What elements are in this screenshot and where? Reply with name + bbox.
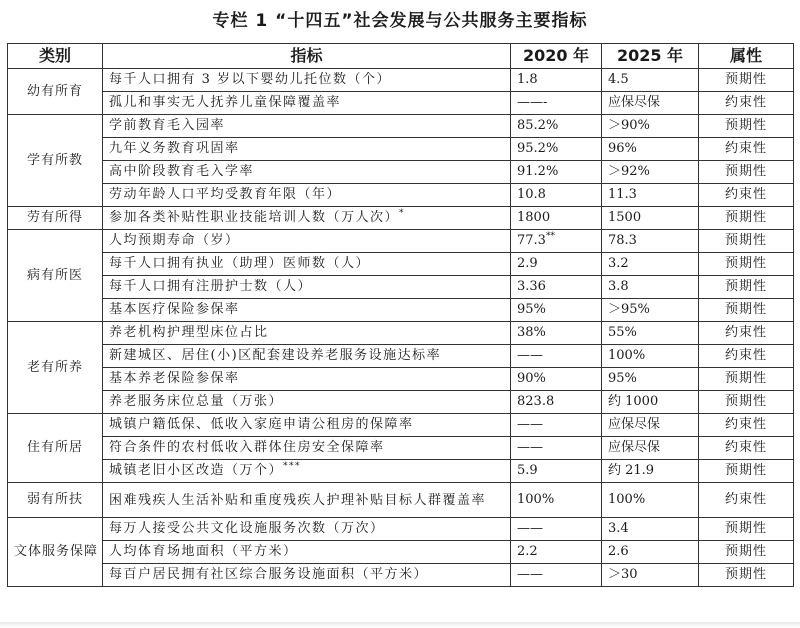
attribute-cell: 约束性 (699, 322, 794, 345)
value-2025: 应保尽保 (602, 414, 699, 437)
value-2025: 100% (602, 483, 699, 518)
value-2025: 95% (602, 368, 699, 391)
value-2025: 1500 (602, 207, 699, 230)
category-cell: 幼有所育 (8, 69, 103, 115)
indicator-text: 高中阶段教育毛入学率 (109, 164, 255, 179)
value-2020: 38% (517, 325, 546, 340)
value-2025: 应保尽保 (602, 92, 699, 115)
value-2020: 1.8 (517, 72, 538, 87)
value-2020: 95% (517, 302, 546, 317)
indicator-cell (103, 322, 511, 345)
value-2025: 3.4 (602, 518, 699, 541)
indicator-text: 参加各类补贴性职业技能培训人数（万人次） (109, 210, 400, 225)
indicator-text: 新建城区、居住(小)区配套建设养老服务设施达标率 (109, 348, 442, 363)
value-2025: 11.3 (602, 184, 699, 207)
indicator-text: 每万人接受公共文化设施服务次数（万次） (109, 521, 385, 536)
table-row (8, 345, 794, 368)
attribute-cell: 预期性 (699, 299, 794, 322)
value-2020: —— (517, 417, 543, 432)
table-row (8, 115, 794, 138)
indicator-text: 城镇户籍低保、低收入家庭申请公租房的保障率 (109, 417, 414, 432)
indicator-cell (103, 161, 511, 184)
header-2020: 2020 年 (511, 44, 602, 69)
table-row (8, 207, 794, 230)
indicator-cell (103, 414, 511, 437)
indicator-text: 人均体育场地面积（平方米） (109, 544, 298, 559)
value-2025: ＞92% (602, 161, 699, 184)
attribute-cell: 预期性 (699, 253, 794, 276)
value-2025: 应保尽保 (602, 437, 699, 460)
value-2025: ＞30 (602, 564, 699, 587)
attribute-cell: 预期性 (699, 518, 794, 541)
table-row (8, 460, 794, 483)
indicator-cell (103, 564, 511, 587)
value-2020: —— (517, 440, 543, 455)
value-2020: 2.2 (517, 544, 538, 559)
footnote-mark: * (399, 208, 406, 219)
value-2020-cell (511, 92, 602, 115)
indicator-text: 符合条件的农村低收入群体住房安全保障率 (109, 440, 385, 455)
value-2025: 3.8 (602, 276, 699, 299)
value-2020-cell (511, 161, 602, 184)
table-row (8, 483, 794, 518)
attribute-cell: 约束性 (699, 92, 794, 115)
header-indicator: 指标 (103, 44, 511, 69)
page-bottom-edge (0, 622, 800, 628)
indicator-cell (103, 368, 511, 391)
indicator-text: 每百户居民拥有社区综合服务设施面积（平方米） (109, 567, 429, 582)
value-2025: 55% (602, 322, 699, 345)
table-row (8, 161, 794, 184)
indicator-cell (103, 460, 511, 483)
indicator-text: 九年义务教育巩固率 (109, 141, 240, 156)
value-2025: ＞90% (602, 115, 699, 138)
value-2020: ——- (517, 95, 548, 110)
value-2025: ＞95% (602, 299, 699, 322)
value-2020: 100% (517, 492, 555, 507)
value-2020: 5.9 (517, 463, 538, 478)
value-2025: 78.3 (602, 230, 699, 253)
category-cell: 老有所养 (8, 322, 103, 414)
value-2020-cell (511, 541, 602, 564)
attribute-cell: 预期性 (699, 564, 794, 587)
indicator-text: 每千人口拥有 3 岁以下婴幼儿托位数（个） (109, 72, 392, 87)
value-2020: 95.2% (517, 141, 559, 156)
indicator-text: 人均预期寿命（岁） (109, 233, 240, 248)
table-row (8, 414, 794, 437)
attribute-cell: 预期性 (699, 541, 794, 564)
footnote-mark: *** (283, 461, 302, 472)
indicator-cell (103, 207, 511, 230)
value-2020-cell (511, 483, 602, 518)
table-row (8, 299, 794, 322)
attribute-cell: 约束性 (699, 345, 794, 368)
value-2020: —— (517, 567, 543, 582)
value-2020: —— (517, 521, 543, 536)
indicator-cell (103, 437, 511, 460)
indicator-cell (103, 253, 511, 276)
attribute-cell: 约束性 (699, 414, 794, 437)
indicators-table (7, 43, 794, 587)
category-cell: 弱有所扶 (8, 483, 103, 518)
value-2020-cell (511, 253, 602, 276)
indicator-text: 劳动年龄人口平均受教育年限（年） (109, 187, 342, 202)
indicator-text: 城镇老旧小区改造（万个） (109, 463, 284, 478)
table-row (8, 322, 794, 345)
indicator-cell (103, 345, 511, 368)
page-title: 专栏 1 “十四五”社会发展与公共服务主要指标 (212, 11, 588, 31)
category-cell: 病有所医 (8, 230, 103, 322)
footnote-mark: ** (545, 231, 555, 242)
value-2020-cell (511, 564, 602, 587)
indicator-cell (103, 541, 511, 564)
category-cell: 文体服务保障 (8, 518, 103, 587)
category-cell: 学有所教 (8, 115, 103, 207)
value-2020-cell (511, 138, 602, 161)
indicator-text: 每千人口拥有注册护士数（人） (109, 279, 313, 294)
indicator-cell (103, 184, 511, 207)
value-2020: 85.2% (517, 118, 559, 133)
indicator-cell (103, 115, 511, 138)
attribute-cell: 预期性 (699, 161, 794, 184)
table-row (8, 276, 794, 299)
attribute-cell: 预期性 (699, 368, 794, 391)
value-2025: 约 1000 (602, 391, 699, 414)
value-2025: 约 21.9 (602, 460, 699, 483)
table-row (8, 230, 794, 253)
attribute-cell: 约束性 (699, 437, 794, 460)
indicator-text: 每千人口拥有执业（助理）医师数（人） (109, 256, 371, 271)
value-2020-cell (511, 230, 602, 253)
indicator-cell (103, 230, 511, 253)
value-2025: 100% (602, 345, 699, 368)
attribute-cell: 预期性 (699, 207, 794, 230)
value-2025: 4.5 (602, 69, 699, 92)
indicator-text: 困难残疾人生活补贴和重度残疾人护理补贴目标人群覆盖率 (109, 492, 487, 508)
indicator-cell (103, 69, 511, 92)
indicator-cell (103, 483, 511, 518)
value-2025: 3.2 (602, 253, 699, 276)
table-row (8, 253, 794, 276)
table-row (8, 138, 794, 161)
attribute-cell: 约束性 (699, 138, 794, 161)
indicator-text: 学前教育毛入园率 (109, 118, 226, 133)
header-category: 类别 (8, 44, 103, 69)
table-row (8, 92, 794, 115)
indicator-cell (103, 138, 511, 161)
value-2020-cell (511, 115, 602, 138)
table-body (8, 69, 794, 587)
value-2020: 3.36 (517, 279, 546, 294)
value-2020-cell (511, 437, 602, 460)
value-2020-cell (511, 184, 602, 207)
value-2020-cell (511, 207, 602, 230)
attribute-cell: 预期性 (699, 69, 794, 92)
table-row (8, 541, 794, 564)
value-2020: 1800 (517, 210, 551, 225)
attribute-cell: 预期性 (699, 391, 794, 414)
indicator-text: 养老服务床位总量（万张） (109, 394, 284, 409)
table-row (8, 391, 794, 414)
value-2020: 2.9 (517, 256, 538, 271)
attribute-cell: 预期性 (699, 230, 794, 253)
value-2020-cell (511, 345, 602, 368)
attribute-cell: 预期性 (699, 115, 794, 138)
table-row (8, 437, 794, 460)
indicator-cell (103, 391, 511, 414)
indicator-text: 养老机构护理型床位占比 (109, 325, 269, 340)
indicator-text: 基本养老保险参保率 (109, 371, 240, 386)
table-header-row (8, 44, 794, 69)
category-cell: 劳有所得 (8, 207, 103, 230)
value-2020: 77.3 (517, 233, 546, 248)
value-2020-cell (511, 276, 602, 299)
value-2020: —— (517, 348, 543, 363)
indicator-cell (103, 92, 511, 115)
indicator-cell (103, 299, 511, 322)
indicator-cell (103, 518, 511, 541)
header-attribute: 属性 (699, 44, 794, 69)
value-2020-cell (511, 299, 602, 322)
header-2025: 2025 年 (602, 44, 699, 69)
value-2020: 91.2% (517, 164, 559, 179)
value-2020-cell (511, 518, 602, 541)
value-2025: 2.6 (602, 541, 699, 564)
value-2020-cell (511, 391, 602, 414)
table-row (8, 69, 794, 92)
indicator-text: 基本医疗保险参保率 (109, 302, 240, 317)
table-row (8, 518, 794, 541)
table-row (8, 368, 794, 391)
table-row (8, 184, 794, 207)
category-cell: 住有所居 (8, 414, 103, 483)
value-2020-cell (511, 69, 602, 92)
table-row (8, 564, 794, 587)
indicator-cell (103, 276, 511, 299)
attribute-cell: 预期性 (699, 460, 794, 483)
value-2020: 10.8 (517, 187, 546, 202)
attribute-cell: 预期性 (699, 276, 794, 299)
indicator-text: 孤儿和事实无人抚养儿童保障覆盖率 (109, 95, 342, 110)
value-2025: 96% (602, 138, 699, 161)
value-2020: 90% (517, 371, 546, 386)
attribute-cell: 约束性 (699, 483, 794, 518)
attribute-cell: 约束性 (699, 184, 794, 207)
value-2020-cell (511, 368, 602, 391)
value-2020-cell (511, 460, 602, 483)
value-2020: 823.8 (517, 394, 555, 409)
value-2020-cell (511, 322, 602, 345)
value-2020-cell (511, 414, 602, 437)
